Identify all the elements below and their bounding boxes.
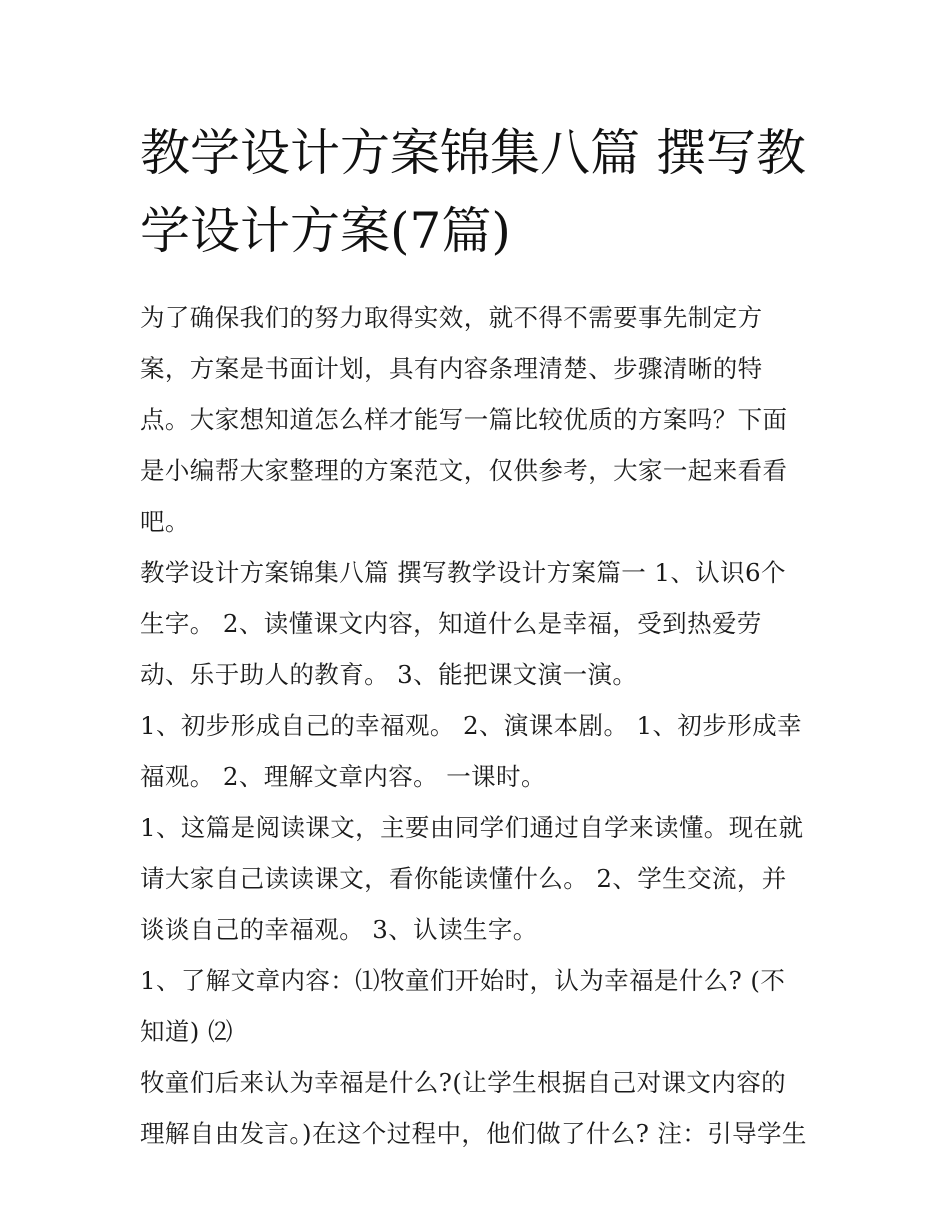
- document-content: [140, 114, 808, 1159]
- paragraph-objectives: 教学设计方案锦集八篇 撰写教学设计方案篇一 1、认识6个生字。 2、读懂课文内容，知道什么是幸福，受到热爱劳动、乐于助人的教育。 3、能把课文演一演。: [140, 558, 786, 689]
- paragraph-content-questions: 1、了解文章内容：⑴牧童们开始时，认为幸福是什么? (不知道) ⑵: [140, 966, 786, 1046]
- document-title: 教学设计方案锦集八篇 撰写教学设计方案(7篇): [140, 124, 806, 260]
- paragraph-intro: 为了确保我们的努力取得实效，就不得不需要事先制定方案，方案是书面计划，具有内容条理清楚、步骤清晰的特点。大家想知道怎么样才能写一篇比较优质的方案吗？下面是小编帮大家整理的方案范文，仅供参考，大家一起来看看吧。: [140, 303, 788, 536]
- paragraph-key-points: 1、初步形成自己的幸福观。 2、演课本剧。 1、初步形成幸福观。 2、理解文章内容。 一课时。: [140, 711, 802, 791]
- paragraph-discussion: 牧童们后来认为幸福是什么?(让学生根据自己对课文内容的理解自由发言。)在这个过程中，他们做了什么? 注：引导学生: [140, 1068, 807, 1148]
- paragraph-reading: 1、这篇是阅读课文，主要由同学们通过自学来读懂。现在就请大家自己读读课文，看你能读懂什么。 2、学生交流，并谈谈自己的幸福观。 3、认读生字。: [140, 813, 804, 944]
